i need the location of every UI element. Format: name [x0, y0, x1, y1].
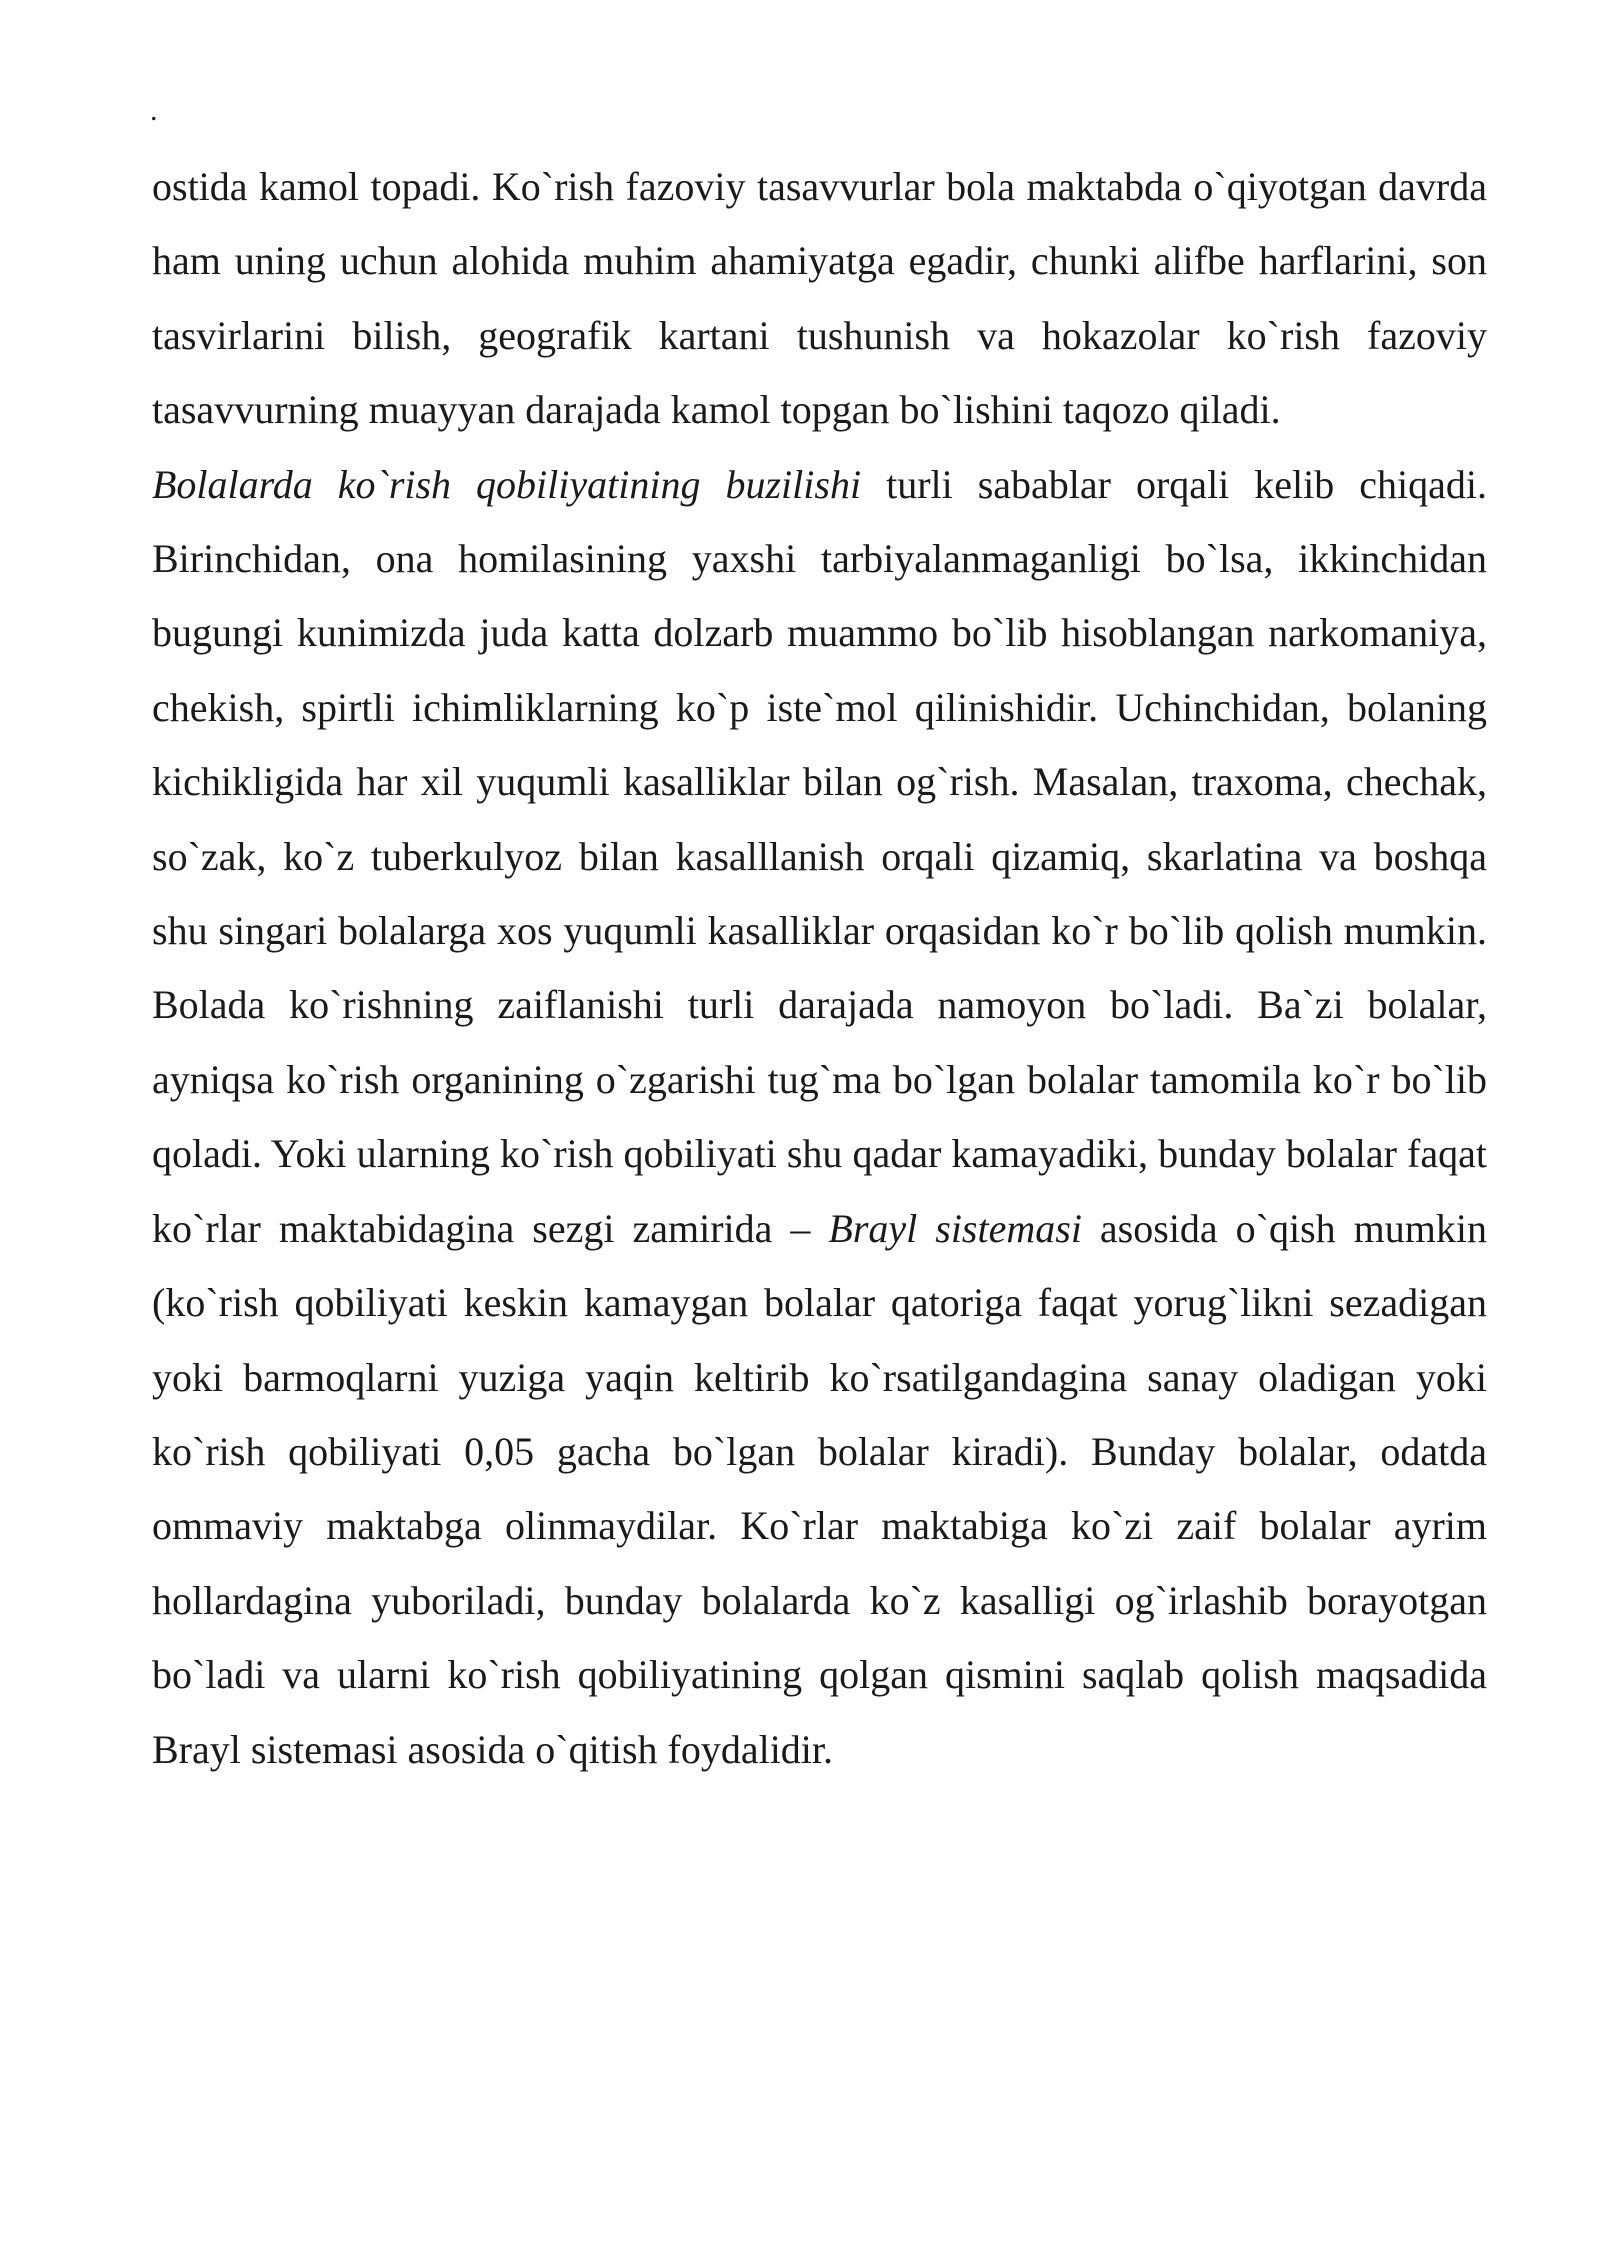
paragraph-1: ostida kamol topadi. Ko`rish fazoviy tasavvurlar bola maktabda o`qiyotgan davrda ham uning uchun alohida muhim ahamiyatga egadir, chunki alifbe harflarini, son tasvirlarini bilish, geografik kartani tushunish va hokazolar ko`rish fazoviy tasavvurning muayyan darajada kamol topgan bo`lishini taqozo qiladi.: [152, 164, 1487, 433]
italic-lead-phrase: Bolalarda ko`rish qobiliyatining buzilishi: [152, 461, 862, 507]
paragraph-2-text-b: asosida o`qish mumkin (ko`rish qobiliyati keskin kamaygan bolalar qatoriga faqat yorug`likni sezadigan yoki barmoqlarni yuziga yaqin keltirib ko`rsatilgandagina sanay oladigan yoki ko`rish qobiliyati 0,05 gacha bo`lgan bolalar kiradi). Bunday bolalar, odatda ommaviy maktabga olinmaydilar. Ko`rlar maktabiga ko`zi zaif bolalar ayrim hollardagina yuboriladi, bunday bolalarda ko`z kasalligi og`irlashib borayotgan bo`ladi va ularni ko`rish qobiliyatining qolgan qismini saqlab qolish maqsadida Brayl sistemasi asosida o`qitish foydalidir.: [152, 1205, 1488, 1772]
page-mark: .: [150, 94, 158, 127]
italic-term-brayl: Brayl sistemasi: [828, 1205, 1082, 1251]
document-body: [152, 150, 1487, 1787]
paragraph-2-text-a: turli sabablar orqali kelib chiqadi. Birinchidan, ona homilasining yaxshi tarbiyalanmaganligi bo`lsa, ikkinchidan bugungi kunimizda juda katta dolzarb muammo bo`lib hisoblangan narkomaniya, chekish, spirtli ichimliklarning ko`p iste`mol qilinishidir. Uchinchidan, bolaning kichikligida har xil yuqumli kasalliklar bilan og`rish. Masalan, traxoma, chechak, so`zak, ko`z tuberkulyoz bilan kasalllanish orqali qizamiq, skarlatina va boshqa shu singari bolalarga xos yuqumli kasalliklar orqasidan ko`r bo`lib qolish mumkin. Bolada ko`rishning zaiflanishi turli darajada namoyon bo`ladi. Ba`zi bolalar, ayniqsa ko`rish organining o`zgarishi tug`ma bo`lgan bolalar tamomila ko`r bo`lib qoladi. Yoki ularning ko`rish qobiliyati shu qadar kamayadiki, bunday bolalar faqat ko`rlar maktabidagina sezgi zamirida –: [152, 461, 1487, 1251]
paragraph-2: [152, 448, 1487, 1787]
